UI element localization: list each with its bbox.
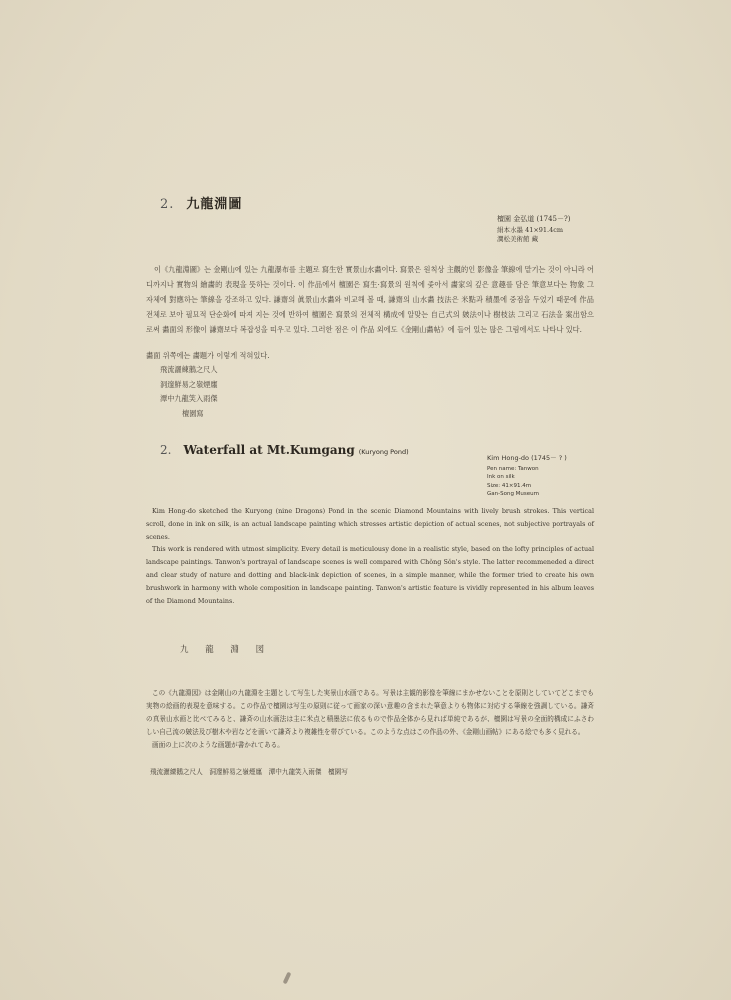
section-number: 2. [160,197,175,212]
meta-line: Size: 41×91.4m [487,482,532,489]
title-text: Waterfall at Mt.Kumgang [183,443,355,457]
meta-line: Kim Hong-do (1745－ ? ) [487,454,567,462]
paragraph: Kim Hong-do sketched the Kuryong (nine Dragons) Pond in the scenic Diamond Mountains with lively brush strokes. This vertical scroll, done in ink on silk, is an actual landscape painting which stresses artistic depiction of actual scenes, not subjective portrayals of scenes. [146,507,594,541]
meta-line: Ink on silk [487,474,515,480]
japanese-description [146,687,594,752]
korean-artwork-meta [497,215,570,244]
poem-signature: 檀園寫 [182,408,204,418]
japanese-inscription-poem: 飛流灑練鵝之尺人 洞邃鮮易之嶺煙廛 潭中九龍笑入雨傑 檀園写 [150,768,348,776]
english-section-title [160,443,409,457]
korean-inscription-note: 畵面 위쪽에는 畵題가 이렇게 적혀있다. [146,351,270,360]
paragraph: 이《九龍淵圖》는 金剛山에 있는 九龍瀑布를 主題로 寫生한 實景山水畵이다. 寫景은 원칙상 主觀的인 影像을 筆線에 맡기는 것이 아니라 어디까지나 實物의 繪畵的 表現을 뜻하는 것이다. 이 作品에서 檀園은 寫生·寫景의 원칙에 좇아서 畵家의 깊은 意趣를 담은 筆意보다는 物象 그 자체에 對應하는 筆線을 강조하고 있다. 謙齋의 眞景山水畵와 비교해 볼 때, 謙齋의 山水畵 技法은 米點과 積墨에 중점을 두었기 때문에 作品 전체로 보아 필묘적 단순화에 따져 지는 것에 반하여 檀園은 寫景의 전체적 構成에 알맞는 自己式의 皴法이나 樹枝法 그리고 石法을 案出함으로써 畵面의 形像이 謙齋보다 복잡성을 띠우고 있다. 그러한 점은 이 作品 외에도《金剛山畵帖》에 들어 있는 많은 그림에서도 나타나 있다. [146,265,594,334]
japanese-section-title: 九 龍 淵 図 [180,645,272,655]
korean-section-title [160,193,242,212]
title-subtitle: (Kuryong Pond) [358,448,409,456]
english-description [146,505,594,607]
meta-line: 絹本水墨 41×91.4cm [497,226,564,234]
meta-line: Pen name: Tanwon [487,465,539,472]
meta-line: Gan-Song Museum [487,491,540,497]
korean-inscription-poem [160,363,218,421]
meta-line: 澗松美術館 藏 [497,235,539,243]
meta-line: 檀園 金弘道 (1745－?) [497,215,571,223]
korean-description [146,262,594,337]
poem-line: 潭中九龍笑入雨傑 [160,394,218,403]
poem-line: 洞邃鮮易之嶺煙廛 [160,379,218,389]
section-number: 2. [160,443,172,457]
paragraph: This work is rendered with utmost simplicity. Every detail is meticulousy done in a realistic style, based on the lofty principles of actual landscape paintings. Tanwon's portrayal of landscape scenes is well compared with Chŏng Sŏn's style. The latter recommeneded a direct and clear study of nature and dotting and black-ink depiction of scenes, in a simple manner, while the former tried to create his own brushwork in harmony with whole composition in landscape painting. Tanwon's artistic feature is vividly represented in his album leaves of the Diamond Mountains. [146,545,594,605]
paper-smudge [283,972,292,985]
poem-line: 飛流灑練鵝之尺人 [160,365,218,374]
paragraph: この《九龍淵図》は金剛山の九龍淵を主題として写生した実景山水画である。写景は主観的影像を筆線にまかせないことを原則としていてどこまでも実物の絵画的表現を意味する。この作品で檀園は写生の原則に従って画家の深い意趣の含まれた筆意よりも物体に対応する筆線を強調している。謙斉の真景山水画と比べてみると、謙斉の山水画法は主に米点と積墨法に依るもので作品全体から見れば単純であるが、檀園は写景の全面的構成にふさわしい自己流の皴法及び樹木や岩などを画いて謙斉より複雑性を帯びている。このような点はこの作品の外、《金剛山画帖》にある絵でも多く見れる。 [146,689,594,736]
title-text: 九龍淵圖 [186,197,243,212]
english-artwork-meta [487,454,567,499]
paragraph: 画面の上に次のような画題が書かれてある。 [152,741,284,749]
